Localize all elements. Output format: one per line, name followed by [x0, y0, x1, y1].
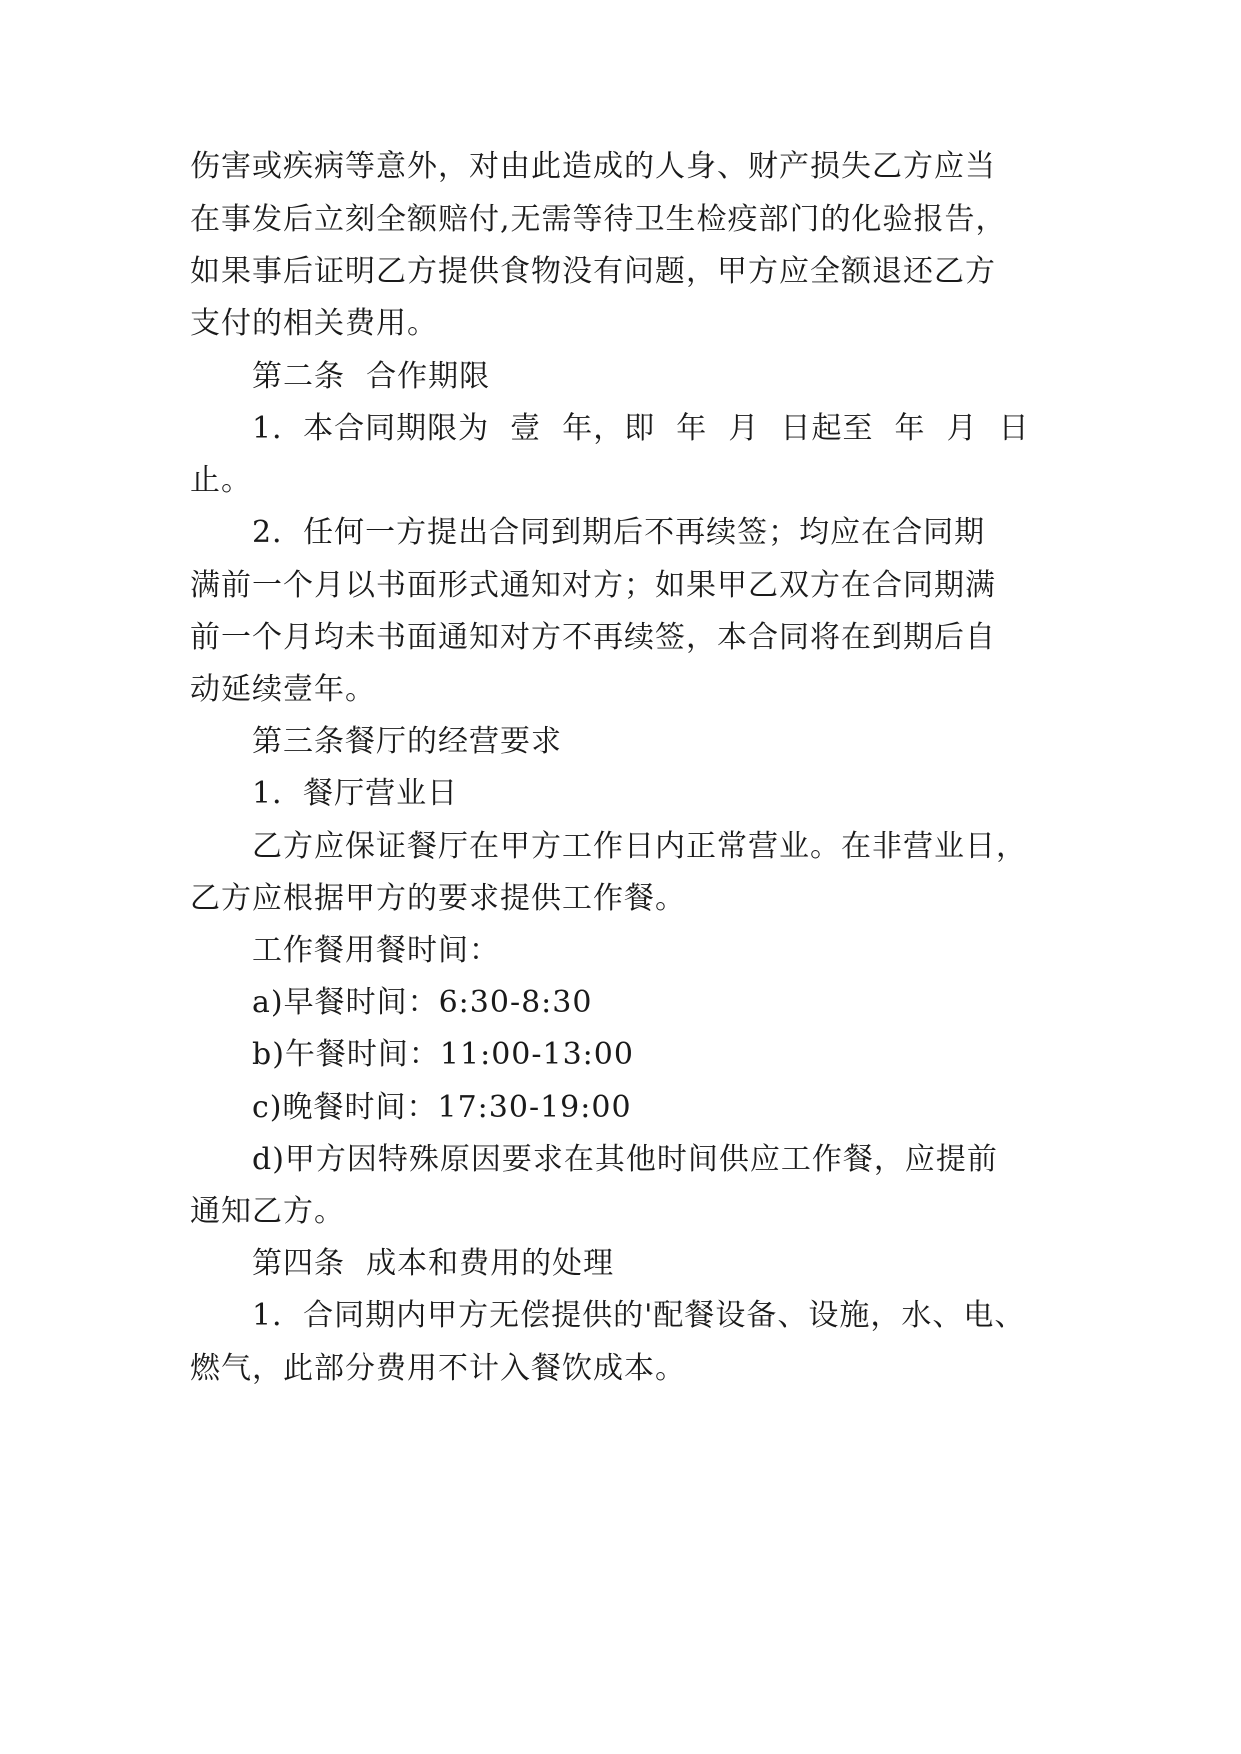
text-line-14: 乙方应保证餐厅在甲方工作日内正常营业。在非营业日，: [252, 829, 1027, 864]
text-line-6: 1．本合同期限为 壹 年，即 年 月 日起至 年 月 日: [252, 411, 1030, 446]
text-line-18: b)午餐时间：11:00-13:00: [252, 1037, 634, 1072]
text-line-2: 在事发后立刻全额赔付,无需等待卫生检疫部门的化验报告，: [190, 202, 1007, 237]
section-heading-2: 第二条 合作期限: [252, 359, 491, 394]
text-line-24: 燃气，此部分费用不计入餐饮成本。: [190, 1351, 686, 1386]
text-line-19: c)晚餐时间：17:30-19:00: [252, 1090, 632, 1125]
text-line-1: 伤害或疾病等意外，对由此造成的人身、财产损失乙方应当: [190, 149, 996, 184]
text-line-23: 1．合同期内甲方无偿提供的'配餐设备、设施，水、电、: [252, 1298, 1026, 1333]
text-line-9: 满前一个月以书面形式通知对方；如果甲乙双方在合同期满: [190, 568, 996, 603]
text-line-4: 支付的相关费用。: [190, 306, 438, 341]
text-line-15: 乙方应根据甲方的要求提供工作餐。: [190, 881, 686, 916]
section-heading-3: 第三条餐厅的经营要求: [252, 724, 562, 759]
text-line-17: a)早餐时间：6:30-8:30: [252, 985, 593, 1020]
section-heading-4: 第四条 成本和费用的处理: [252, 1246, 615, 1281]
text-line-13: 1．餐厅营业日: [252, 776, 459, 811]
text-line-21: 通知乙方。: [190, 1194, 345, 1229]
text-line-20: d)甲方因特殊原因要求在其他时间供应工作餐，应提前: [252, 1142, 998, 1177]
text-line-3: 如果事后证明乙方提供食物没有问题，甲方应全额退还乙方: [190, 254, 996, 289]
text-line-10: 前一个月均未书面通知对方不再续签，本合同将在到期后自: [190, 620, 996, 655]
text-line-11: 动延续壹年。: [190, 672, 376, 707]
text-line-16: 工作餐用餐时间：: [252, 933, 500, 968]
text-line-7: 止。: [190, 463, 252, 498]
text-line-8: 2．任何一方提出合同到期后不再续签；均应在合同期: [252, 515, 986, 550]
